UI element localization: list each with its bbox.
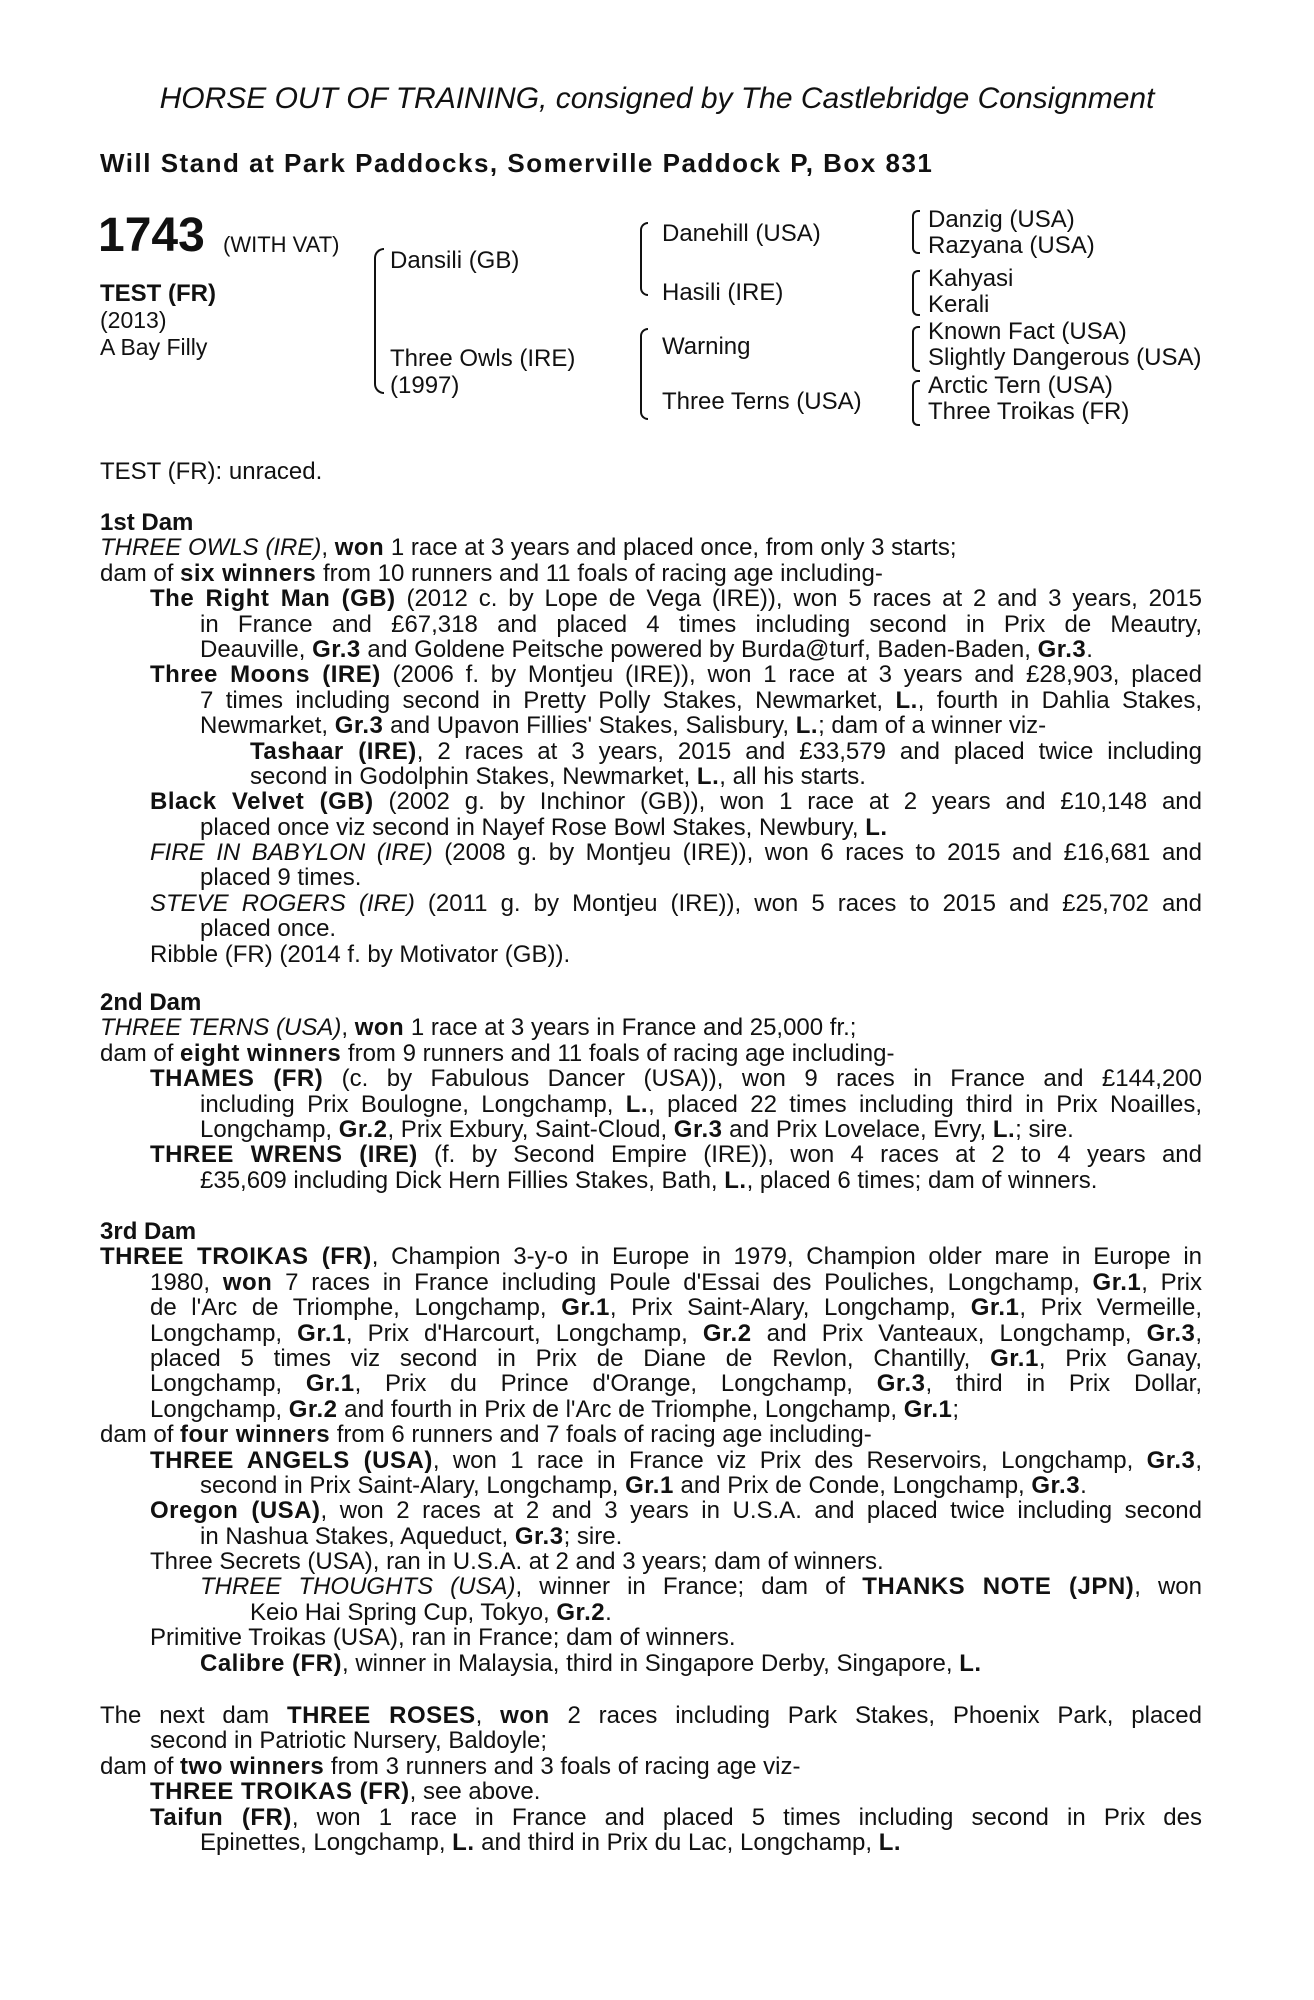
text-line [100, 840, 1202, 865]
text-bold: L. [625, 1091, 649, 1117]
text-bold: L. [865, 814, 888, 841]
progeny-name: Tashaar (IRE) [250, 738, 417, 764]
text-bold: six winners [180, 560, 317, 587]
text-line [100, 1728, 1202, 1753]
text: 1980, [150, 1269, 223, 1296]
text-bold: four winners [180, 1422, 331, 1448]
text: £35,609 including Dick Hern Fillies Stakes, Bath, [200, 1167, 725, 1194]
text-bold: Gr.3 [1037, 636, 1087, 663]
text: and Upavon Fillies' Stakes, Salisbury, [383, 713, 796, 739]
text: , Prix Ganay, [1038, 1345, 1202, 1372]
text: placed once viz second in Nayef Rose Bowl Stakes, Newbury, [200, 814, 866, 841]
text: , Prix Exbury, Saint-Cloud, [387, 1116, 674, 1143]
text-bold: L. [696, 763, 720, 790]
text-bold: two winners [180, 1753, 325, 1780]
text-bold: Gr.1 [297, 1320, 346, 1346]
text: Newmarket, [200, 713, 335, 739]
text-line [100, 815, 1202, 840]
text: 7 races in France including Poule d'Essai des Pouliches, Longchamp, [272, 1269, 1093, 1296]
text-line [100, 1779, 1202, 1804]
pedigree-ggp-1: Danzig (USA) [928, 206, 1075, 233]
text-bold: Gr.3 [312, 636, 361, 663]
text: de l'Arc de Triomphe, Longchamp, [150, 1295, 562, 1321]
text-line [100, 1600, 1202, 1625]
text: , winner in France; dam of [515, 1574, 863, 1600]
text: Keio Hai Spring Cup, Tokyo, [250, 1599, 557, 1626]
pedigree-sire-dam: Hasili (IRE) [662, 279, 784, 306]
text: (2002 g. by Inchinor (GB)), won 1 race at 2 years and £10,148 and [373, 789, 1202, 815]
text-line [100, 789, 1202, 814]
text: Deauville, [200, 636, 313, 663]
text: (2011 g. by Montjeu (IRE)), won 5 races to 2015 and £25,702 and [414, 890, 1202, 917]
text: and Prix Lovelace, Evry, [722, 1116, 993, 1143]
text-line [100, 1703, 1202, 1728]
text: dam of [100, 1422, 181, 1448]
text: , won 1 race in France viz Prix des Reservoirs, Longchamp, [432, 1447, 1147, 1473]
text: (f. by Second Empire (IRE)), won 4 races at 2 to 4 years and [417, 1142, 1202, 1168]
progeny-name: Three Moons (IRE) [150, 662, 381, 688]
text-line [100, 1448, 1202, 1473]
ggp-brace-4 [912, 380, 920, 426]
text-line [100, 1346, 1202, 1371]
text: 1 race at 3 years in France and 25,000 fr.; [404, 1015, 857, 1041]
text-line [100, 1142, 1202, 1167]
pedigree-dam-year: (1997) [390, 372, 460, 399]
text: , third in Prix Dollar, [925, 1371, 1202, 1397]
text: in France and £67,318 and placed 4 times including second in Prix de Meautry, [200, 611, 1202, 637]
text-bold: Gr.3 [1146, 1320, 1196, 1346]
text-bold: Gr.1 [990, 1345, 1039, 1372]
text: , won [1134, 1574, 1202, 1600]
text: Longchamp, [150, 1320, 298, 1346]
text-bold: L. [878, 1829, 902, 1856]
pedigree-ggp-2: Razyana (USA) [928, 232, 1095, 259]
text-line [100, 942, 1202, 967]
lot-number: 1743 [98, 209, 205, 262]
text: Longchamp, [150, 1396, 289, 1423]
text: Ribble (FR) (2014 f. by Motivator (GB)). [150, 941, 571, 968]
text-bold: L. [959, 1650, 982, 1677]
text-line [100, 1270, 1202, 1295]
pedigree-sire: Dansili (GB) [390, 247, 520, 274]
text-bold: Gr.2 [288, 1396, 338, 1423]
text-line [100, 1092, 1202, 1117]
text: , fourth in Dahlia Stakes, [917, 687, 1202, 714]
section-heading: 3rd Dam [100, 1219, 197, 1245]
progeny-name: Taifun (FR) [150, 1804, 292, 1830]
text-bold: Gr.2 [338, 1116, 388, 1143]
text: , [475, 1703, 501, 1729]
text: and fourth in Prix de l'Arc de Triomphe, Longchamp, [337, 1396, 904, 1423]
text-line [100, 1651, 1202, 1676]
text-line [100, 1754, 1202, 1779]
text: placed once. [200, 916, 337, 942]
text-line [100, 1244, 1202, 1269]
text-line [100, 612, 1202, 637]
text: . [1080, 1472, 1087, 1499]
text-line [100, 916, 1202, 941]
ggp-brace-3 [912, 326, 920, 372]
text: ; sire. [1015, 1116, 1074, 1143]
text: dam of [100, 560, 181, 587]
text-bold: won [222, 1269, 273, 1296]
text-line [100, 1498, 1202, 1523]
text: (2008 g. by Montjeu (IRE)), won 6 races to 2015 and £16,681 and [432, 840, 1202, 866]
text-bold: Gr.2 [702, 1320, 752, 1346]
text: , Prix Vermeille, [1019, 1295, 1202, 1321]
progeny-name: The Right Man (GB) [150, 586, 396, 612]
text-line [100, 1015, 1202, 1040]
race-status: TEST (FR): unraced. [100, 458, 323, 485]
text: placed 5 times viz second in Prix de Diane de Revlon, Chantilly, [150, 1345, 991, 1372]
text-line [100, 1295, 1202, 1320]
text: second in Patriotic Nursery, Baldoyle; [150, 1728, 548, 1754]
text-bold: eight winners [180, 1040, 342, 1067]
text-bold: Gr.3 [1031, 1472, 1081, 1499]
text: , Champion 3-y-o in Europe in 1979, Champion older mare in Europe in [371, 1244, 1202, 1270]
text-bold: L. [992, 1116, 1016, 1143]
progeny-name: Oregon (USA) [150, 1498, 321, 1524]
text-bold: L. [795, 713, 819, 739]
text-line [100, 688, 1202, 713]
text-bold: won [354, 1015, 405, 1041]
text-bold: Gr.3 [1146, 1447, 1196, 1473]
text: , placed 22 times including third in Prix Noailles, [648, 1091, 1202, 1117]
section-heading: 1st Dam [100, 510, 194, 536]
pedigree-ggp-6: Slightly Dangerous (USA) [928, 344, 1202, 371]
text: , won 2 races at 2 and 3 years in U.S.A. and placed twice including second [320, 1498, 1202, 1524]
text: 1 race at 3 years and placed once, from only 3 starts; [384, 535, 957, 561]
text-line [100, 1066, 1202, 1091]
text-bold: THANKS NOTE (JPN) [862, 1574, 1135, 1600]
text-bold: Gr.2 [556, 1599, 606, 1626]
text: , winner in Malaysia, third in Singapore Derby, Singapore, [342, 1650, 960, 1677]
progeny-name: Black Velvet (GB) [150, 789, 374, 815]
text: ; [952, 1396, 960, 1423]
text-line [100, 1524, 1202, 1549]
pedigree-ggp-8: Three Troikas (FR) [928, 398, 1130, 425]
text-line [100, 1168, 1202, 1193]
vat-label: (WITH VAT) [223, 232, 340, 257]
text: ; sire. [563, 1523, 623, 1550]
stand-location: Will Stand at Park Paddocks, Somerville Paddock P, Box 831 [100, 148, 934, 178]
text: placed 9 times. [200, 865, 362, 891]
text-line [100, 713, 1202, 738]
text: , 2 races at 3 years, 2015 and £33,579 and placed twice including [416, 738, 1202, 764]
text-bold: Gr.1 [305, 1371, 355, 1397]
text: Longchamp, [200, 1116, 339, 1143]
page-title: HORSE OUT OF TRAINING, consigned by The Castlebridge Consignment [159, 82, 1155, 115]
horse-description: A Bay Filly [100, 334, 208, 360]
text-line [100, 764, 1202, 789]
pedigree-ggp-5: Known Fact (USA) [928, 318, 1127, 345]
text: Primitive Troikas (USA), ran in France; dam of winners. [150, 1625, 736, 1651]
next-dam-section [100, 1703, 1202, 1855]
text: (c. by Fabulous Dancer (USA)), won 9 races in France and £144,200 [323, 1066, 1202, 1092]
text-bold: L. [724, 1167, 747, 1194]
text: Epinettes, Longchamp, [200, 1829, 453, 1856]
text: and Goldene Peitsche powered by Burda@turf, Baden-Baden, [360, 636, 1038, 663]
horse-name: TEST (FR) [100, 280, 216, 307]
text-bold: won [500, 1703, 550, 1729]
text-bold: Gr.3 [673, 1116, 723, 1143]
text-bold: L. [895, 687, 918, 714]
text: , [1195, 1447, 1202, 1473]
text: in Nashua Stakes, Aqueduct, [200, 1523, 515, 1550]
text: Longchamp, [150, 1371, 306, 1397]
text-bold: Gr.3 [514, 1523, 564, 1550]
text-bold: Gr.1 [625, 1472, 674, 1499]
text: , Prix du Prince d'Orange, Longchamp, [354, 1371, 877, 1397]
text: , placed 6 times; dam of winners. [746, 1167, 1098, 1194]
pedigree-dam-dam: Three Terns (USA) [662, 388, 862, 415]
ggp-brace-1 [912, 210, 920, 254]
text: from 3 runners and 3 foals of racing age viz- [324, 1753, 801, 1780]
progeny-name: STEVE ROGERS (IRE) [150, 890, 415, 917]
text: including Prix Boulogne, Longchamp, [200, 1091, 626, 1117]
text: (2006 f. by Montjeu (IRE)), won 1 race at 3 years and £28,903, placed [380, 662, 1202, 688]
text-line [100, 739, 1202, 764]
text-bold: Gr.1 [1092, 1269, 1142, 1296]
text-line [100, 1805, 1202, 1830]
text-line [100, 891, 1202, 916]
text-bold: Gr.3 [334, 713, 384, 739]
text-line [100, 1117, 1202, 1142]
text-bold: Gr.1 [970, 1295, 1020, 1321]
text-line [100, 535, 1202, 560]
text-line [100, 637, 1202, 662]
progeny-name: THREE TROIKAS (FR) [150, 1779, 410, 1805]
dam-name: THREE TERNS (USA) [100, 1015, 342, 1041]
text-bold: Gr.1 [903, 1396, 953, 1423]
text-line [100, 662, 1202, 687]
text-line [100, 1830, 1202, 1855]
pedigree-sire-sire: Danehill (USA) [662, 220, 821, 247]
text: , [341, 1015, 355, 1041]
text-line [100, 1473, 1202, 1498]
progeny-name: Calibre (FR) [200, 1650, 343, 1677]
text-line [100, 1422, 1202, 1447]
text-bold: won [334, 535, 385, 561]
horse-year: (2013) [100, 307, 167, 333]
text: , Prix Saint-Alary, Longchamp, [609, 1295, 971, 1321]
dam-grandparents-brace [640, 328, 648, 420]
text: . [605, 1599, 612, 1626]
text-line [100, 1397, 1202, 1422]
text-line [100, 1321, 1202, 1346]
text-line [100, 1625, 1202, 1650]
text-bold: L. [452, 1829, 475, 1856]
progeny-name: THAMES (FR) [150, 1066, 324, 1092]
text: , Prix d'Harcourt, Longchamp, [345, 1320, 703, 1346]
text-line [100, 586, 1202, 611]
sire-dam-brace [374, 248, 384, 394]
third-dam-section [100, 1219, 1202, 1676]
sire-grandparents-brace [640, 222, 648, 296]
text: , [321, 535, 335, 561]
text: , all his starts. [719, 763, 866, 790]
pedigree-dam: Three Owls (IRE) [390, 345, 576, 372]
progeny-name: FIRE IN BABYLON (IRE) [150, 840, 433, 866]
ggp-brace-2 [912, 270, 920, 316]
dam-name: THREE ROSES [286, 1703, 476, 1729]
pedigree-ggp-3: Kahyasi [928, 265, 1014, 292]
text: and Prix Vanteaux, Longchamp, [751, 1320, 1147, 1346]
text: from 6 runners and 7 foals of racing age including- [330, 1422, 872, 1448]
text-bold: Gr.1 [561, 1295, 610, 1321]
text-line [100, 1371, 1202, 1396]
text: from 9 runners and 11 foals of racing age including- [341, 1040, 895, 1067]
pedigree-ggp-4: Kerali [928, 291, 990, 318]
text: . [1086, 636, 1093, 663]
text: and third in Prix du Lac, Longchamp, [474, 1829, 879, 1856]
text: , won 1 race in France and placed 5 times including second in Prix des [291, 1804, 1202, 1830]
progeny-name: THREE ANGELS (USA) [150, 1447, 433, 1473]
first-dam-section [100, 510, 1202, 967]
text-line [100, 1574, 1202, 1599]
progeny-name: THREE THOUGHTS (USA) [200, 1574, 516, 1600]
text-line [100, 1549, 1202, 1574]
text: 7 times including second in Pretty Polly Stakes, Newmarket, [200, 687, 896, 714]
second-dam-section [100, 990, 1202, 1193]
text: from 10 runners and 11 foals of racing age including- [316, 560, 883, 587]
text-bold: Gr.3 [876, 1371, 926, 1397]
section-heading: 2nd Dam [100, 990, 202, 1016]
text: dam of [100, 1040, 181, 1067]
text: 2 races including Park Stakes, Phoenix Park, placed [549, 1703, 1202, 1729]
text-line [100, 1041, 1202, 1066]
pedigree-ggp-7: Arctic Tern (USA) [928, 372, 1113, 399]
text-line [100, 561, 1202, 586]
pedigree-dam-sire: Warning [662, 333, 751, 360]
text-line [100, 865, 1202, 890]
text: The next dam [100, 1703, 287, 1729]
text: ; dam of a winner viz- [818, 713, 1047, 739]
progeny-name: THREE WRENS (IRE) [150, 1142, 418, 1168]
dam-name: THREE OWLS (IRE) [100, 535, 322, 561]
dam-name: THREE TROIKAS (FR) [100, 1244, 372, 1270]
text: , see above. [409, 1779, 541, 1805]
text: Three Secrets (USA), ran in U.S.A. at 2 and 3 years; dam of winners. [150, 1549, 884, 1575]
text: and Prix de Conde, Longchamp, [673, 1472, 1032, 1499]
text: second in Prix Saint-Alary, Longchamp, [200, 1472, 626, 1499]
text: second in Godolphin Stakes, Newmarket, [250, 763, 697, 790]
text: , Prix [1141, 1269, 1202, 1296]
text: (2012 c. by Lope de Vega (IRE)), won 5 races at 2 and 3 years, 2015 [395, 586, 1202, 612]
text: dam of [100, 1753, 181, 1780]
text: , [1195, 1320, 1202, 1346]
